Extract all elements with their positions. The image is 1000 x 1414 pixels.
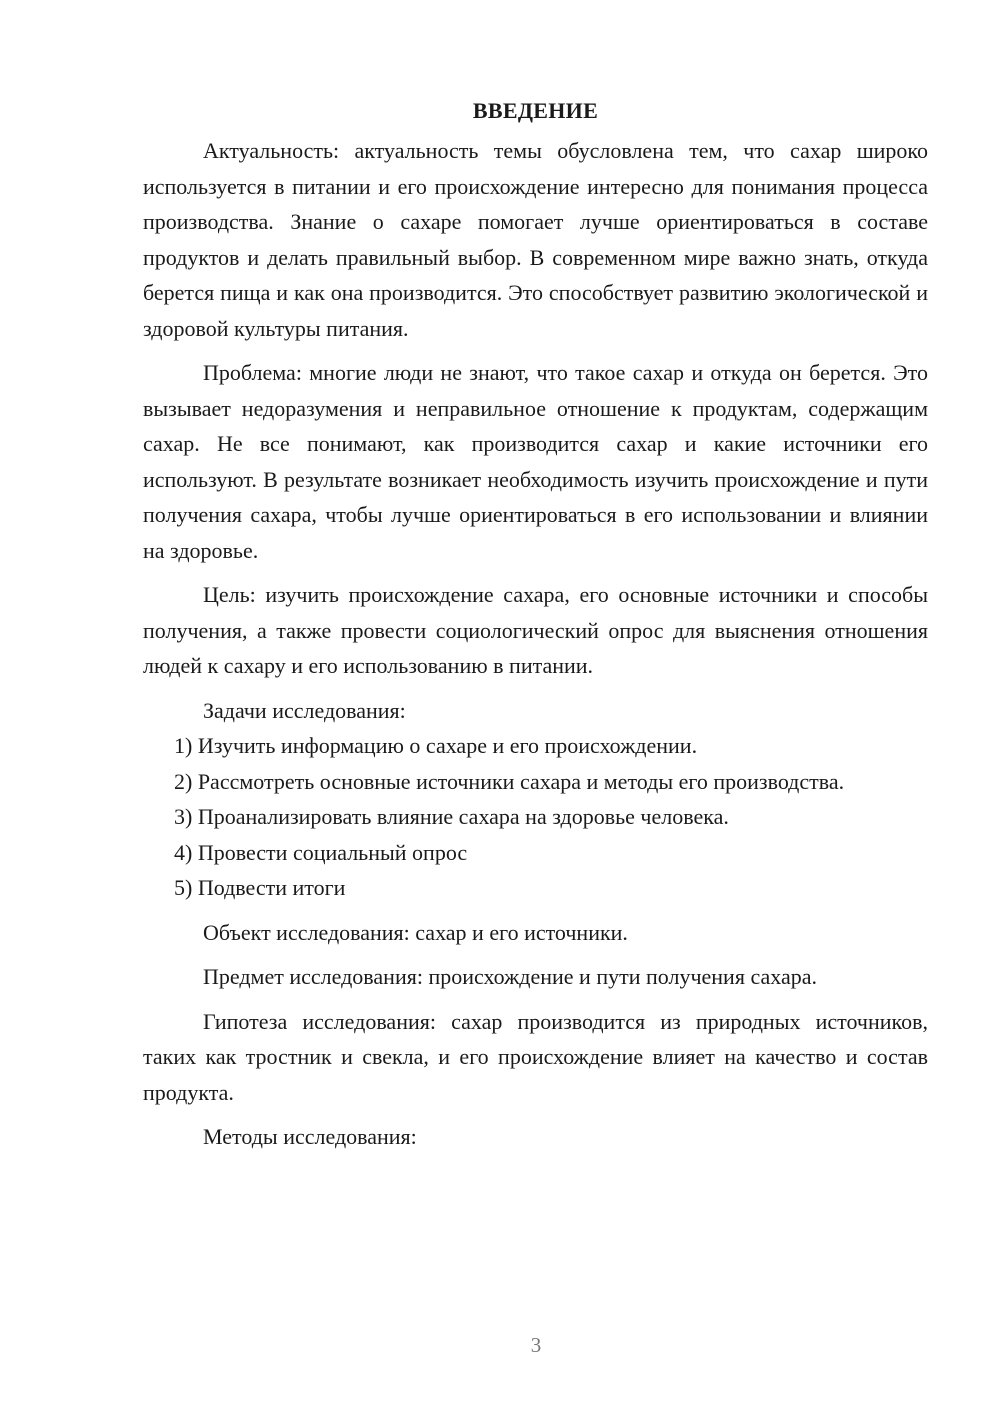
task-item-2: 2) Рассмотреть основные источники сахара и методы его производства. (174, 768, 845, 794)
page-number: 3 (530, 1333, 542, 1357)
task-item-4: 4) Провести социальный опрос (174, 839, 468, 865)
hypothesis-paragraph: Гипотеза исследования: сахар производится из природных источников, таких как тростник и свекла, и его происхождение влияет на качество и состав продукта. (143, 1008, 928, 1105)
relevance-paragraph: Актуальность: актуальность темы обусловлена тем, что сахар широко используется в питании и его происхождение интересно для понимания процесса производства. Знание о сахаре помогает лучше ориентироваться в составе продуктов и делать правильный выбор. В современном мире важно знать, откуда берется пища и как она производится. Это способствует развитию экологической и здоровой культуры питания. (143, 138, 928, 341)
task-item-1: 1) Изучить информацию о сахаре и его происхождении. (174, 733, 698, 758)
tasks-title: Задачи исследования: (203, 697, 406, 723)
methods-title: Методы исследования: (203, 1124, 417, 1149)
object-paragraph: Объект исследования: сахар и его источники. (203, 919, 628, 945)
section-heading: ВВЕДЕНИЕ (472, 98, 599, 123)
problem-paragraph: Проблема: многие люди не знают, что такое сахар и откуда он берется. Это вызывает недоразумения и неправильное отношение к продуктам, содержащим сахар. Не все понимают, как производится сахар и какие источники его используют. В результате возникает необходимость изучить происхождение и пути получения сахара, чтобы лучше ориентироваться в его использовании и влиянии на здоровье. (143, 360, 928, 563)
goal-paragraph: Цель: изучить происхождение сахара, его основные источники и способы получения, а также провести социологический опрос для выяснения отношения людей к сахару и его использованию в питании. (143, 582, 928, 678)
subject-paragraph: Предмет исследования: происхождение и пути получения сахара. (203, 964, 817, 989)
task-item-5: 5) Подвести итоги (174, 875, 346, 900)
page-content (143, 96, 928, 1155)
task-item-3: 3) Проанализировать влияние сахара на здоровье человека. (174, 804, 729, 829)
